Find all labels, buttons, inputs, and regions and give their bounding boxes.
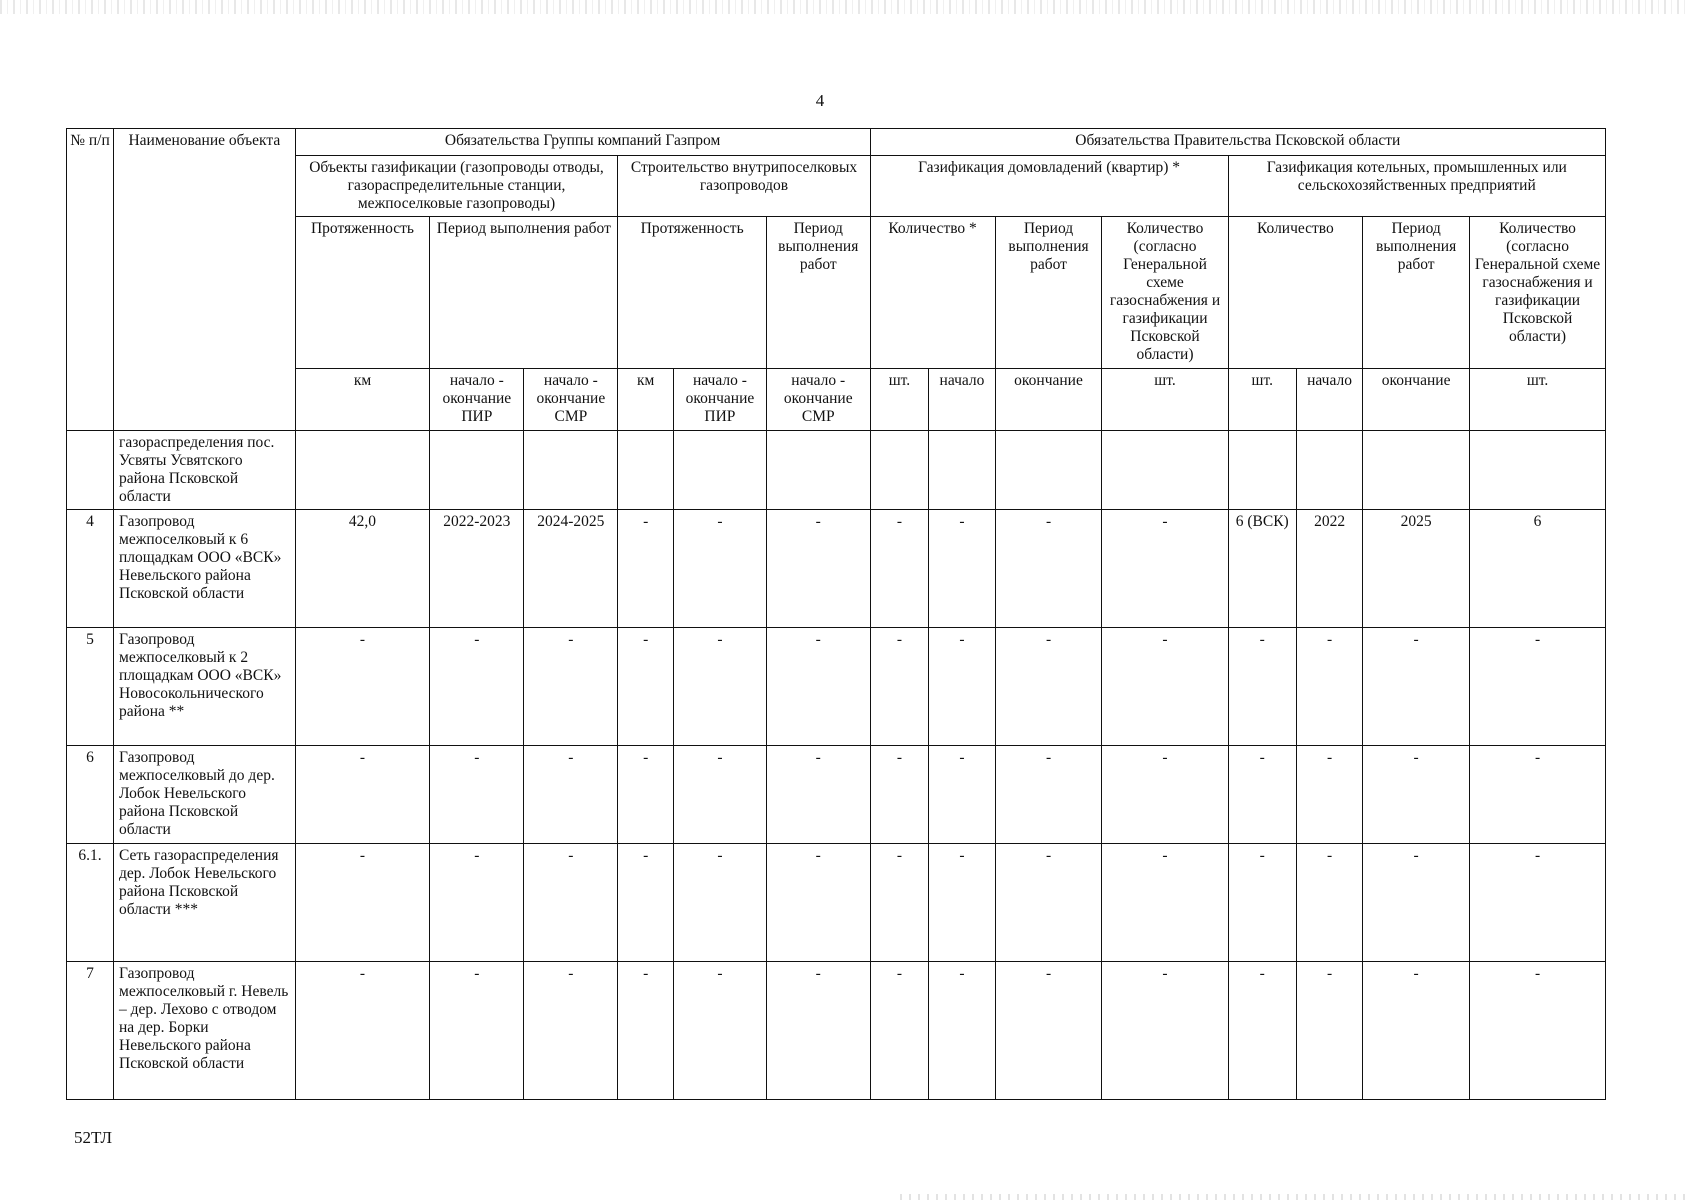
header-households: Газификация домовладений (квартир) *: [870, 156, 1228, 217]
row-number: 6: [67, 746, 114, 844]
row-cell: -: [766, 844, 870, 962]
header-no: № п/п: [67, 129, 114, 431]
row-cell: -: [995, 962, 1102, 1100]
row-cell: -: [995, 844, 1102, 962]
row-cell: -: [766, 510, 870, 628]
row-cell: -: [1363, 628, 1470, 746]
row-cell: 2025: [1363, 510, 1470, 628]
row-object-name: Газопровод межпоселковый к 2 площадкам ООО «ВСК» Новосокольнического района **: [114, 628, 296, 746]
table-row: [67, 962, 1606, 1100]
header-quantity: Количество: [1228, 217, 1363, 369]
row-number: 7: [67, 962, 114, 1100]
row-cell: -: [766, 746, 870, 844]
row-cell: [1296, 431, 1362, 510]
row-cell: [995, 431, 1102, 510]
row-cell: -: [524, 962, 618, 1100]
row-cell: -: [1296, 962, 1362, 1100]
row-cell: -: [1363, 746, 1470, 844]
row-number: [67, 431, 114, 510]
row-cell: -: [929, 746, 995, 844]
unit-cell: начало - окончание СМР: [766, 369, 870, 431]
unit-cell: км: [618, 369, 674, 431]
row-cell: -: [1102, 628, 1228, 746]
row-cell: -: [1296, 844, 1362, 962]
row-cell: -: [870, 510, 929, 628]
row-cell: -: [870, 628, 929, 746]
row-cell: -: [673, 844, 766, 962]
page-number: 4: [815, 91, 825, 110]
row-object-name: Газопровод межпоселковый к 6 площадкам ООО «ВСК» Невельского района Псковской области: [114, 510, 296, 628]
row-cell: -: [1363, 844, 1470, 962]
row-cell: -: [1470, 746, 1606, 844]
row-number: 4: [67, 510, 114, 628]
header-objects: Объекты газификации (газопроводы отводы, газораспределительные станции, межпоселковые газопроводы): [295, 156, 618, 217]
row-cell: -: [870, 844, 929, 962]
row-cell: [766, 431, 870, 510]
row-object-name: Газопровод межпоселковый г. Невель – дер. Лехово с отводом на дер. Борки Невельского района Псковской области: [114, 962, 296, 1100]
header-length: Протяженность: [295, 217, 430, 369]
unit-cell: км: [295, 369, 430, 431]
row-cell: 2024-2025: [524, 510, 618, 628]
unit-cell: начало: [929, 369, 995, 431]
unit-cell: начало - окончание ПИР: [673, 369, 766, 431]
unit-cell: окончание: [995, 369, 1102, 431]
row-cell: -: [1102, 746, 1228, 844]
row-cell: -: [766, 628, 870, 746]
scan-artifact-top: [0, 0, 1686, 14]
footer-code: 52ТЛ: [74, 1128, 113, 1147]
row-cell: [673, 431, 766, 510]
obligations-table: [66, 128, 1606, 1100]
row-cell: -: [1102, 510, 1228, 628]
row-number: 6.1.: [67, 844, 114, 962]
row-cell: -: [673, 962, 766, 1100]
row-cell: -: [929, 510, 995, 628]
row-cell: [1102, 431, 1228, 510]
row-cell: -: [1102, 962, 1228, 1100]
unit-cell: начало - окончание СМР: [524, 369, 618, 431]
unit-cell: шт.: [1470, 369, 1606, 431]
row-cell: -: [995, 510, 1102, 628]
row-cell: -: [295, 628, 430, 746]
row-cell: [1470, 431, 1606, 510]
row-cell: -: [1470, 628, 1606, 746]
row-cell: [870, 431, 929, 510]
row-cell: -: [995, 628, 1102, 746]
row-cell: [1228, 431, 1296, 510]
header-period-3: Период выполнения работ: [995, 217, 1102, 369]
row-cell: -: [430, 844, 524, 962]
table-row: [67, 746, 1606, 844]
table-row: [67, 431, 1606, 510]
table-row: [67, 510, 1606, 628]
header-quantity-star: Количество *: [870, 217, 995, 369]
row-cell: -: [1228, 628, 1296, 746]
row-cell: -: [1296, 628, 1362, 746]
row-cell: 2022: [1296, 510, 1362, 628]
row-cell: -: [430, 628, 524, 746]
header-length-2: Протяженность: [618, 217, 767, 369]
row-cell: -: [430, 746, 524, 844]
row-cell: -: [673, 510, 766, 628]
row-cell: [1363, 431, 1470, 510]
header-quantity-scheme-2: Количество (согласно Генеральной схеме газоснабжения и газификации Псковской области): [1470, 217, 1606, 369]
row-cell: 42,0: [295, 510, 430, 628]
row-cell: -: [673, 628, 766, 746]
row-cell: 2022-2023: [430, 510, 524, 628]
row-cell: -: [1228, 746, 1296, 844]
row-cell: [618, 431, 674, 510]
row-cell: -: [295, 746, 430, 844]
header-quantity-scheme: Количество (согласно Генеральной схеме газоснабжения и газификации Псковской области): [1102, 217, 1228, 369]
unit-cell: окончание: [1363, 369, 1470, 431]
scan-artifact-bottom: [900, 1194, 1686, 1200]
header-period-4: Период выполнения работ: [1363, 217, 1470, 369]
row-cell: -: [1296, 746, 1362, 844]
table-row: [67, 844, 1606, 962]
header-boilers: Газификация котельных, промышленных или сельскохозяйственных предприятий: [1228, 156, 1605, 217]
header-period: Период выполнения работ: [430, 217, 618, 369]
row-cell: -: [524, 844, 618, 962]
row-cell: -: [1363, 962, 1470, 1100]
row-cell: [295, 431, 430, 510]
header-period-2: Период выполнения работ: [766, 217, 870, 369]
unit-cell: начало: [1296, 369, 1362, 431]
row-cell: -: [929, 844, 995, 962]
row-cell: -: [618, 746, 674, 844]
row-cell: -: [673, 746, 766, 844]
row-cell: -: [1470, 844, 1606, 962]
unit-cell: шт.: [870, 369, 929, 431]
row-cell: -: [430, 962, 524, 1100]
row-cell: -: [618, 510, 674, 628]
row-object-name: Газопровод межпоселковый до дер. Лобок Невельского района Псковской области: [114, 746, 296, 844]
row-cell: -: [618, 628, 674, 746]
row-cell: -: [766, 962, 870, 1100]
unit-cell: шт.: [1228, 369, 1296, 431]
row-cell: -: [295, 844, 430, 962]
header-construction: Строительство внутрипоселковых газопроводов: [618, 156, 870, 217]
row-cell: -: [870, 962, 929, 1100]
row-cell: -: [524, 746, 618, 844]
row-cell: [929, 431, 995, 510]
row-cell: -: [1102, 844, 1228, 962]
row-cell: -: [618, 844, 674, 962]
row-cell: [430, 431, 524, 510]
row-cell: -: [618, 962, 674, 1100]
row-number: 5: [67, 628, 114, 746]
row-cell: 6: [1470, 510, 1606, 628]
header-name: Наименование объекта: [114, 129, 296, 431]
row-object-name: газораспределения пос. Усвяты Усвятского района Псковской области: [114, 431, 296, 510]
row-cell: -: [295, 962, 430, 1100]
table-body: [67, 431, 1606, 1100]
row-cell: 6 (ВСК): [1228, 510, 1296, 628]
row-cell: -: [995, 746, 1102, 844]
unit-cell: начало - окончание ПИР: [430, 369, 524, 431]
row-cell: -: [1470, 962, 1606, 1100]
row-cell: -: [929, 628, 995, 746]
header-pskov: Обязательства Правительства Псковской области: [870, 129, 1605, 156]
row-cell: -: [870, 746, 929, 844]
row-cell: -: [524, 628, 618, 746]
header-gazprom: Обязательства Группы компаний Газпром: [295, 129, 870, 156]
row-object-name: Сеть газораспределения дер. Лобок Невельского района Псковской области ***: [114, 844, 296, 962]
row-cell: -: [1228, 962, 1296, 1100]
unit-cell: шт.: [1102, 369, 1228, 431]
row-cell: -: [929, 962, 995, 1100]
table-row: [67, 628, 1606, 746]
row-cell: [524, 431, 618, 510]
row-cell: -: [1228, 844, 1296, 962]
